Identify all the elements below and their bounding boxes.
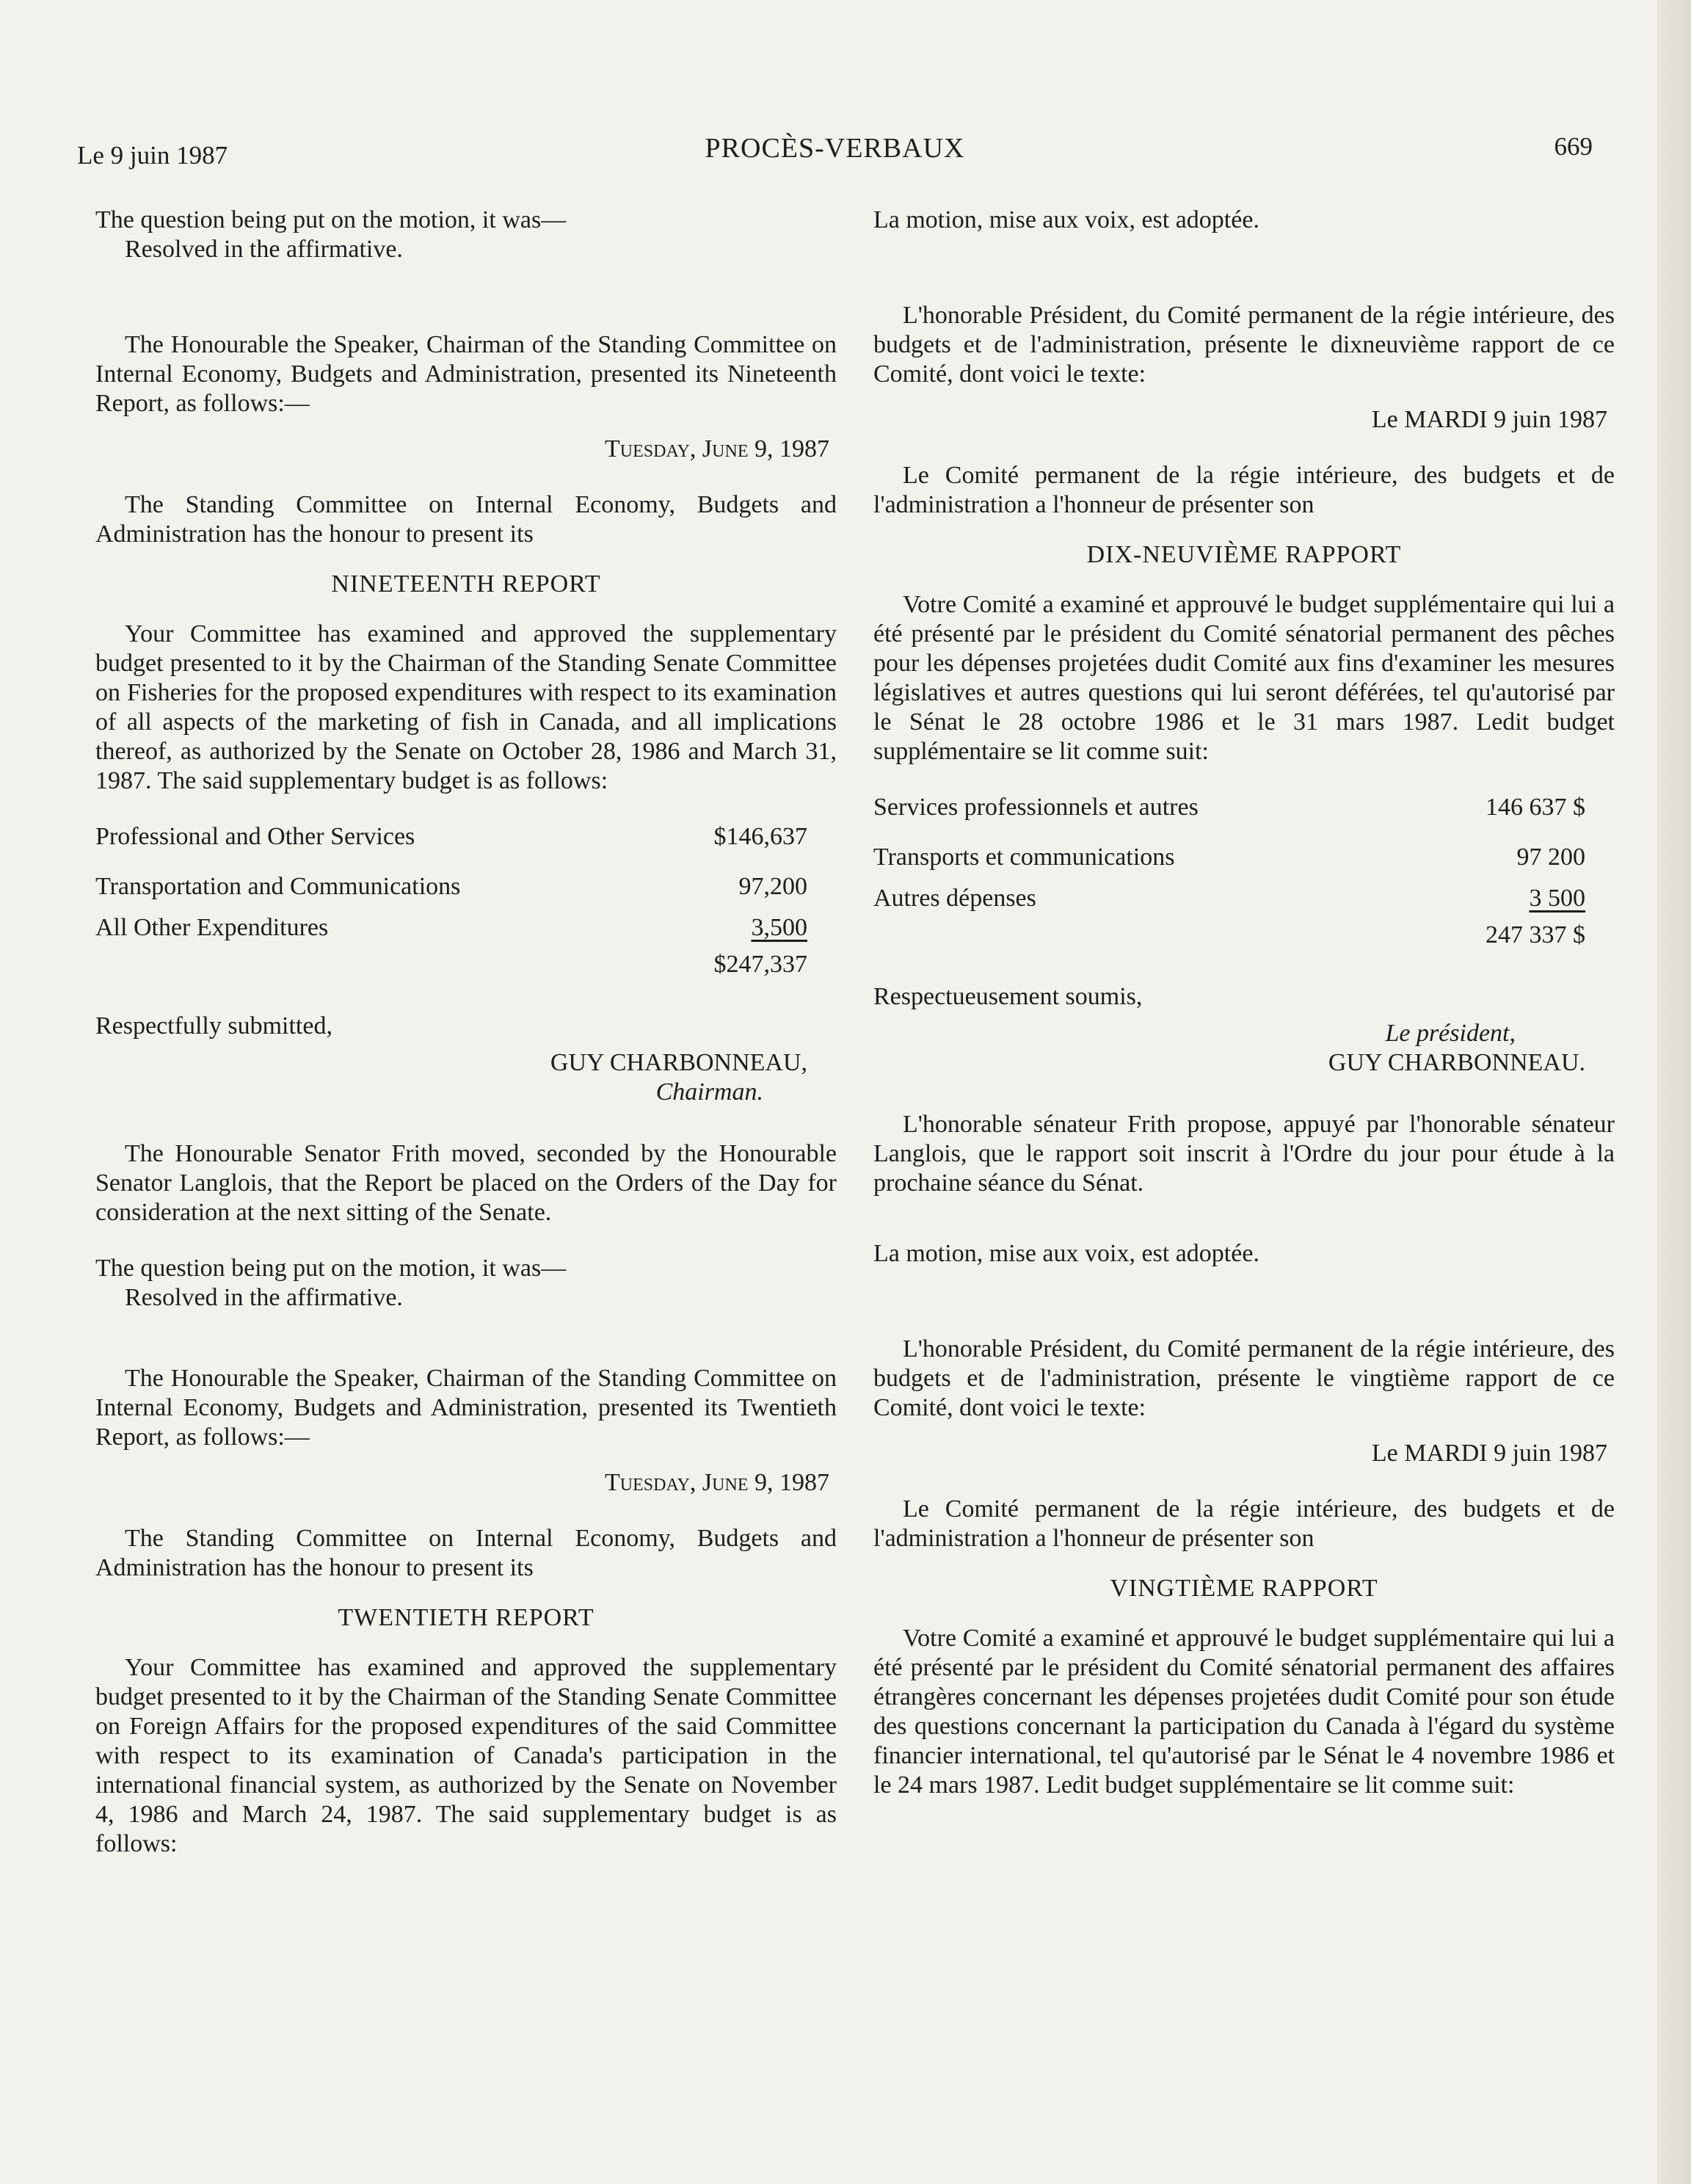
budget-label: Professional and Other Services <box>95 823 415 850</box>
budget-row <box>95 822 837 852</box>
signer-name: GUY CHARBONNEAU. <box>1328 1049 1585 1076</box>
report-title: TWENTIETH REPORT <box>338 1604 594 1631</box>
motion-paragraph: L'honorable sénateur Frith propose, appuyé par l'honorable sénateur Langlois, que le rapport soit inscrit à l'Ordre du jour pour étude à la prochaine séance du Sénat. <box>873 1111 1615 1197</box>
page-edge-shadow <box>1657 0 1691 2184</box>
report-title: DIX-NEUVIÈME RAPPORT <box>1086 541 1402 568</box>
resolution-line: Resolved in the affirmative. <box>125 236 403 263</box>
page-number: 669 <box>1554 132 1593 161</box>
speaker-paragraph: L'honorable Président, du Comité permanent de la régie intérieure, des budgets et de l'administration, présente le vingtième rapport de ce Comité, dont voici le texte: <box>873 1335 1615 1421</box>
budget-label: Services professionnels et autres <box>873 794 1199 821</box>
signer-role: Le président, <box>1385 1020 1516 1047</box>
report-date: Tuesday, June 9, 1987 <box>605 435 829 462</box>
budget-row <box>873 843 1615 872</box>
committee-intro: The Standing Committee on Internal Economy, Budgets and Administration has the honour to present its <box>95 491 837 548</box>
budget-total-row <box>95 950 837 979</box>
respectfully-submitted: Respectueusement soumis, <box>873 983 1143 1010</box>
header-date: Le 9 juin 1987 <box>77 141 228 170</box>
budget-total-row <box>873 921 1615 950</box>
budget-label: Autres dépenses <box>873 885 1036 912</box>
committee-intro: Le Comité permanent de la régie intérieure, des budgets et de l'administration a l'honneur de présenter son <box>873 462 1615 518</box>
report-body: Votre Comité a examiné et approuvé le budget supplémentaire qui lui a été présenté par le président du Comité sénatorial permanent des pêches pour les dépenses projetées dudit Comité aux fins d'examiner les mesures législatives et autres questions qui lui seront déférées, tel qu'autorisé par le Sénat le 28 octobre 1986 et le 31 mars 1987. Ledit budget supplémentaire se lit comme suit: <box>873 591 1615 765</box>
motion-adopted-line: La motion, mise aux voix, est adoptée. <box>873 1240 1259 1267</box>
signer-role: Chairman. <box>655 1078 763 1106</box>
budget-amount: $146,637 <box>713 823 807 850</box>
report-title: NINETEENTH REPORT <box>331 570 601 598</box>
budget-label: Transportation and Communications <box>95 873 461 900</box>
report-date: Le MARDI 9 juin 1987 <box>1371 1440 1607 1467</box>
motion-paragraph: The Honourable Senator Frith moved, seconded by the Honourable Senator Langlois, that the Report be placed on the Orders of the Day for consideration at the next sitting of the Senate. <box>95 1140 837 1226</box>
report-title: VINGTIÈME RAPPORT <box>1110 1575 1378 1602</box>
english-column <box>95 206 837 1859</box>
header-title: PROCÈS-VERBAUX <box>705 133 965 164</box>
budget-total: 247 337 $ <box>1485 921 1585 948</box>
budget-label: Transports et communications <box>873 844 1175 871</box>
budget-amount: 97,200 <box>738 873 807 900</box>
resolution-line: Resolved in the affirmative. <box>125 1284 403 1311</box>
budget-row <box>873 884 1615 913</box>
speaker-paragraph: The Honourable the Speaker, Chairman of the Standing Committee on Internal Economy, Budgets and Administration, presented its Twentieth Report, as follows:— <box>95 1365 837 1451</box>
budget-amount: 146 637 $ <box>1485 794 1585 821</box>
speaker-paragraph: The Honourable the Speaker, Chairman of the Standing Committee on Internal Economy, Budgets and Administration, presented its Nineteenth Report, as follows:— <box>95 331 837 417</box>
budget-amount: 3 500 <box>1529 885 1585 912</box>
french-column <box>873 206 1615 1800</box>
budget-amount: 97 200 <box>1516 844 1585 871</box>
respectfully-submitted: Respectfully submitted, <box>95 1012 332 1040</box>
question-line: The question being put on the motion, it was— <box>95 206 567 233</box>
committee-intro: Le Comité permanent de la régie intérieure, des budgets et de l'administration a l'honneur de présenter son <box>873 1495 1615 1552</box>
report-date: Tuesday, June 9, 1987 <box>605 1469 829 1496</box>
question-line: The question being put on the motion, it was— <box>95 1255 567 1282</box>
budget-amount: 3,500 <box>751 914 807 941</box>
page-header <box>77 132 1593 176</box>
report-body: Your Committee has examined and approved the supplementary budget presented to it by the Chairman of the Standing Senate Committee on Fisheries for the proposed expenditures with respect to its examination of all aspects of the marketing of fish in Canada, and all implications thereof, as authorized by the Senate on October 28, 1986 and March 31, 1987. The said supplementary budget is as follows: <box>95 620 837 794</box>
committee-intro: The Standing Committee on Internal Economy, Budgets and Administration has the honour to present its <box>95 1525 837 1581</box>
report-date: Le MARDI 9 juin 1987 <box>1371 406 1607 433</box>
report-body: Votre Comité a examiné et approuvé le budget supplémentaire qui lui a été présenté par le président du Comité sénatorial permanent des affaires étrangères concernant les dépenses projetées dudit Comité pour son étude des questions concernant la participation du Canada à l'égard du système financier international, tel qu'autorisé par le Sénat le 4 novembre 1986 et le 24 mars 1987. Ledit budget supplémentaire se lit comme suit: <box>873 1625 1615 1799</box>
report-body: Your Committee has examined and approved the supplementary budget presented to it by the Chairman of the Standing Senate Committee on Foreign Affairs for the proposed expenditures of the said Committee with respect to its examination of Canada's participation in the international financial system, as authorized by the Senate on November 4, 1986 and March 24, 1987. The said supplementary budget is as follows: <box>95 1654 837 1857</box>
speaker-paragraph: L'honorable Président, du Comité permanent de la régie intérieure, des budgets et de l'administration, présente le dixneuvième rapport de ce Comité, dont voici le texte: <box>873 302 1615 388</box>
motion-adopted-line: La motion, mise aux voix, est adoptée. <box>873 206 1259 233</box>
budget-row <box>95 872 837 901</box>
budget-label: All Other Expenditures <box>95 914 329 941</box>
budget-total: $247,337 <box>713 951 807 978</box>
budget-row <box>873 793 1615 822</box>
signer-name: GUY CHARBONNEAU, <box>550 1049 807 1076</box>
budget-row <box>95 913 837 943</box>
